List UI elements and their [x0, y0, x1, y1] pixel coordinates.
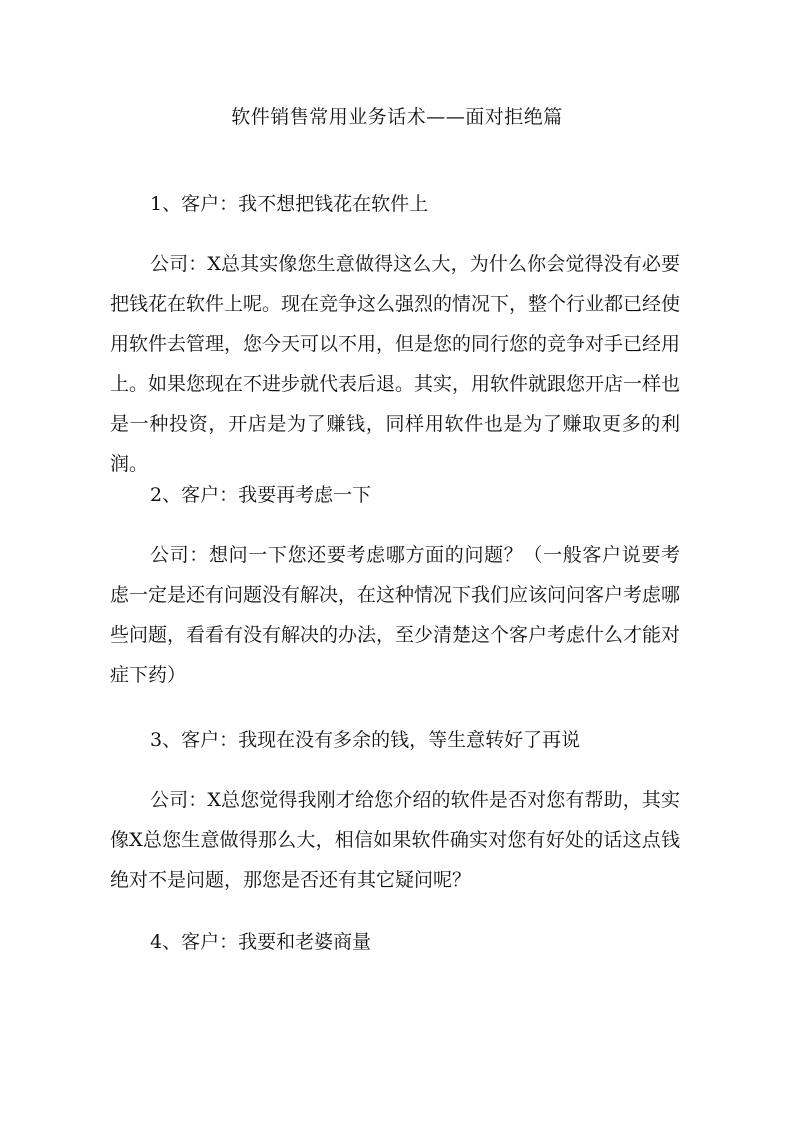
answer-3: 公司：X总您觉得我刚才给您介绍的软件是否对您有帮助，其实像X总您生意做得那么大，相信如果软件确实对您有好处的话这点钱绝对不是问题，那您是否还有其它疑问呢？: [110, 789, 680, 891]
question-2: 2、客户：我要再考虑一下: [150, 484, 372, 506]
answer-2: 公司：想问一下您还要考虑哪方面的问题？（一般客户说要考虑一定是还有问题没有解决，在这种情况下我们应该问问客户考虑哪些问题，看看有没有解决的办法，至少清楚这个客户考虑什么才能对症下药）: [110, 544, 681, 686]
question-4: 4、客户：我要和老婆商量: [150, 931, 372, 953]
question-3: 3、客户：我现在没有多余的钱，等生意转好了再说: [150, 729, 581, 751]
document-title: 软件销售常用业务话术——面对拒绝篇: [231, 106, 563, 128]
answer-1: 公司：X总其实像您生意做得这么大，为什么你会觉得没有必要把钱花在软件上呢。现在竞争这么强烈的情况下，整个行业都已经使用软件去管理，您今天可以不用，但是您的同行您的竞争对手已经用上。如果您现在不进步就代表后退。其实，用软件就跟您开店一样也是一种投资，开店是为了赚钱，同样用软件也是为了赚取更多的利润。: [110, 253, 681, 475]
question-1: 1、客户：我不想把钱花在软件上: [150, 193, 429, 215]
